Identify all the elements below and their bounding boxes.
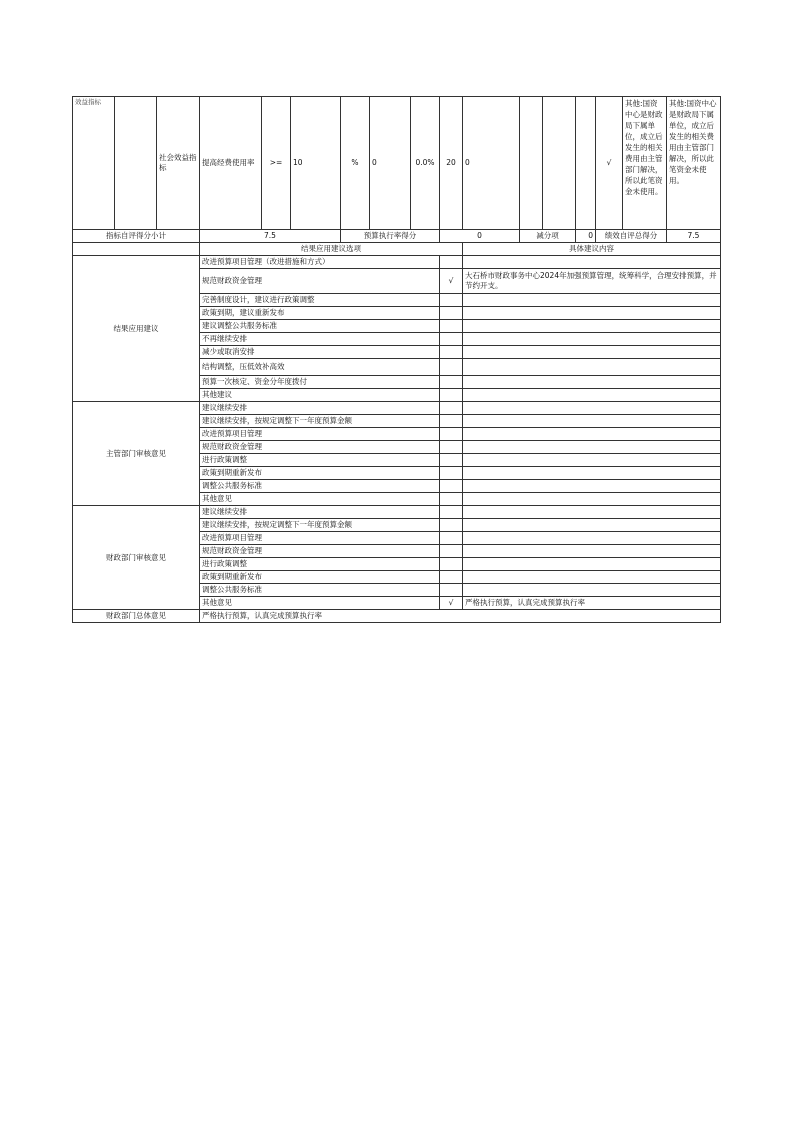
blank-cell bbox=[576, 97, 596, 230]
finance-option: 规范财政资金管理 bbox=[200, 545, 440, 558]
dept-option: 进行政策调整 bbox=[200, 454, 440, 467]
dept-check-cell bbox=[440, 428, 463, 441]
dept-option: 建议继续安排 bbox=[200, 402, 440, 415]
dept-content-cell bbox=[463, 402, 721, 415]
result-content-cell bbox=[463, 376, 721, 389]
finance-option: 政策到期重新发布 bbox=[200, 571, 440, 584]
finance-check-cell bbox=[440, 558, 463, 571]
result-check-cell bbox=[440, 320, 463, 333]
result-check-cell bbox=[440, 346, 463, 359]
result-content-cell bbox=[463, 307, 721, 320]
finance-option: 进行政策调整 bbox=[200, 558, 440, 571]
finance-check-cell bbox=[440, 571, 463, 584]
dept-content-cell bbox=[463, 415, 721, 428]
indicator-target: 10 bbox=[291, 97, 341, 230]
finance-option: 调整公共服务标准 bbox=[200, 584, 440, 597]
result-option: 完善制度设计，建议进行政策调整 bbox=[200, 294, 440, 307]
finance-content: 严格执行预算，认真完成预算执行率 bbox=[463, 597, 721, 610]
result-content-cell bbox=[463, 333, 721, 346]
finance-content-cell bbox=[463, 519, 721, 532]
finance-option: 改进预算项目管理 bbox=[200, 532, 440, 545]
budget-score-value: 0 bbox=[440, 230, 520, 243]
finance-content-cell bbox=[463, 506, 721, 519]
finance-option: 建议继续安排，按规定调整下一年度预算金额 bbox=[200, 519, 440, 532]
blank-cell bbox=[543, 97, 576, 230]
finance-content-cell bbox=[463, 558, 721, 571]
dept-content-cell bbox=[463, 454, 721, 467]
dept-section-label: 主管部门审核意见 bbox=[73, 402, 200, 506]
finance-check-cell bbox=[440, 506, 463, 519]
dept-content-cell bbox=[463, 441, 721, 454]
level1-indicator-label: 效益指标 bbox=[75, 98, 101, 106]
dept-option: 调整公共服务标准 bbox=[200, 480, 440, 493]
deduct-value: 0 bbox=[576, 230, 596, 243]
dept-content-cell bbox=[463, 428, 721, 441]
result-check: √ bbox=[440, 269, 463, 294]
result-option: 政策到期，建议重新发布 bbox=[200, 307, 440, 320]
finance-check-cell bbox=[440, 545, 463, 558]
dept-option: 改进预算项目管理 bbox=[200, 428, 440, 441]
finance-option: 其他意见 bbox=[200, 597, 440, 610]
overall-content: 严格执行预算，认真完成预算执行率 bbox=[200, 610, 721, 623]
deduct-label: 减分项 bbox=[520, 230, 576, 243]
finance-section-label: 财政部门审核意见 bbox=[73, 506, 200, 610]
indicator-score: 0 bbox=[463, 97, 520, 230]
content-header: 具体建议内容 bbox=[463, 243, 721, 256]
finance-content-cell bbox=[463, 571, 721, 584]
deviation-reason: 其他:国资中心是财政局下属单位，成立后发生的相关费用由主管部门解决，所以此笔资金未使用。 bbox=[623, 97, 667, 230]
result-option: 规范财政资金管理 bbox=[200, 269, 440, 294]
dept-option: 政策到期重新发布 bbox=[200, 467, 440, 480]
dept-check-cell bbox=[440, 467, 463, 480]
finance-check-cell bbox=[440, 532, 463, 545]
result-section-label: 结果应用建议 bbox=[73, 256, 200, 402]
result-check-cell bbox=[440, 256, 463, 269]
total-score-label: 绩效自评总得分 bbox=[596, 230, 667, 243]
options-header: 结果应用建议选项 bbox=[200, 243, 463, 256]
blank-cell bbox=[520, 97, 543, 230]
result-option: 不再继续安排 bbox=[200, 333, 440, 346]
indicator-weight: 20 bbox=[440, 97, 463, 230]
dept-check-cell bbox=[440, 454, 463, 467]
result-check-cell bbox=[440, 307, 463, 320]
result-content-cell bbox=[463, 320, 721, 333]
result-check-cell bbox=[440, 389, 463, 402]
result-check-cell bbox=[440, 359, 463, 376]
dept-content-cell bbox=[463, 480, 721, 493]
result-option: 减少或取消安排 bbox=[200, 346, 440, 359]
evaluation-sheet bbox=[72, 96, 720, 623]
indicator-rate: 0.0% bbox=[411, 97, 440, 230]
self-score-value: 7.5 bbox=[200, 230, 341, 243]
dept-check-cell bbox=[440, 415, 463, 428]
result-check-cell bbox=[440, 294, 463, 307]
result-content-cell bbox=[463, 294, 721, 307]
result-content-cell bbox=[463, 359, 721, 376]
self-score-label: 指标自评得分小计 bbox=[73, 230, 200, 243]
overall-label: 财政部门总体意见 bbox=[73, 610, 200, 623]
dept-content-cell bbox=[463, 493, 721, 506]
improvement-measure: 其他:国资中心是财政局下属单位，成立后发生的相关费用由主管部门解决，所以此笔资金未使用。 bbox=[667, 97, 721, 230]
blank-cell bbox=[73, 243, 200, 256]
indicator-actual: 0 bbox=[370, 97, 411, 230]
total-score-value: 7.5 bbox=[667, 230, 721, 243]
finance-check: √ bbox=[440, 597, 463, 610]
indicator-check: √ bbox=[596, 97, 623, 230]
indicator-name: 提高经费使用率 bbox=[200, 97, 262, 230]
indicator-operator: >= bbox=[262, 97, 291, 230]
result-content: 大石桥市财政事务中心2024年加强预算管理，统筹科学，合理安排预算，并节约开支。 bbox=[463, 269, 721, 294]
dept-check-cell bbox=[440, 441, 463, 454]
level1-indicator-cell bbox=[73, 97, 115, 230]
dept-option: 建议继续安排，按规定调整下一年度预算金额 bbox=[200, 415, 440, 428]
dept-check-cell bbox=[440, 480, 463, 493]
finance-option: 建议继续安排 bbox=[200, 506, 440, 519]
result-option: 结构调整，压低效补高效 bbox=[200, 359, 440, 376]
result-option: 建议调整公共服务标准 bbox=[200, 320, 440, 333]
finance-check-cell bbox=[440, 519, 463, 532]
result-content-cell bbox=[463, 256, 721, 269]
level2-indicator-label: 社会效益指标 bbox=[157, 97, 200, 230]
dept-option: 规范财政资金管理 bbox=[200, 441, 440, 454]
budget-score-label: 预算执行率得分 bbox=[341, 230, 440, 243]
dept-content-cell bbox=[463, 467, 721, 480]
finance-content-cell bbox=[463, 532, 721, 545]
result-check-cell bbox=[440, 376, 463, 389]
result-content-cell bbox=[463, 346, 721, 359]
dept-check-cell bbox=[440, 493, 463, 506]
result-content-cell bbox=[463, 389, 721, 402]
finance-content-cell bbox=[463, 545, 721, 558]
result-option: 预算一次核定、资金分年度拨付 bbox=[200, 376, 440, 389]
evaluation-table bbox=[72, 96, 721, 623]
result-option: 改进预算项目管理（改进措施和方式） bbox=[200, 256, 440, 269]
result-option: 其他建议 bbox=[200, 389, 440, 402]
dept-option: 其他意见 bbox=[200, 493, 440, 506]
blank-cell bbox=[115, 97, 157, 230]
indicator-unit: % bbox=[341, 97, 370, 230]
dept-check-cell bbox=[440, 402, 463, 415]
result-check-cell bbox=[440, 333, 463, 346]
finance-content-cell bbox=[463, 584, 721, 597]
finance-check-cell bbox=[440, 584, 463, 597]
